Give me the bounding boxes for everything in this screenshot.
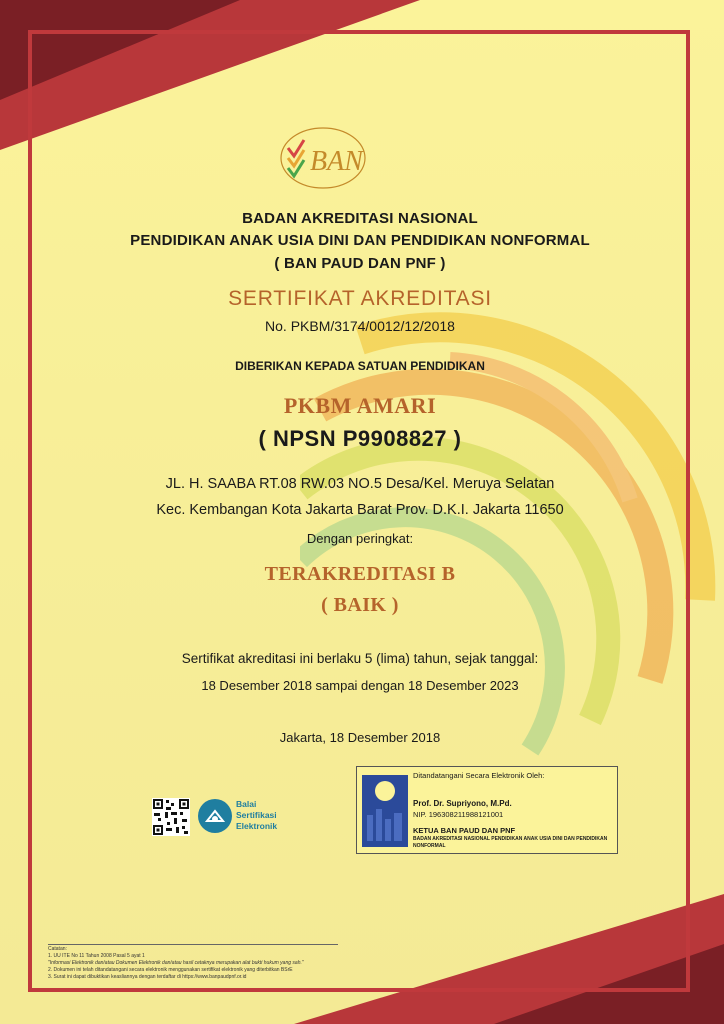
org-name-line1: BADAN AKREDITASI NASIONAL bbox=[242, 210, 478, 227]
note-item: 1. UU ITE No 11 Tahun 2008 Pasal 5 ayat 1 bbox=[48, 953, 145, 959]
accreditation-grade: TERAKREDITASI B bbox=[264, 563, 456, 585]
bsre-badge bbox=[198, 797, 284, 837]
institution-name: PKBM AMARI bbox=[283, 393, 437, 418]
signatory-nip: NIP. 196308211988121001 bbox=[413, 810, 504, 819]
accreditation-grade-description: ( BAIK ) bbox=[321, 594, 399, 616]
signature-logo-icon bbox=[362, 775, 408, 847]
signatory-position: KETUA BAN PAUD DAN PNF bbox=[413, 826, 516, 835]
note-item: 3. Surat ini dapat dibuktikan keasliannya dengan terdaftar di https://www.banpaudpnf.or.id bbox=[48, 974, 247, 980]
bsre-text bbox=[236, 799, 277, 832]
org-name-line2: PENDIDIKAN ANAK USIA DINI DAN PENDIDIKAN NONFORMAL bbox=[130, 232, 590, 249]
footnotes bbox=[48, 946, 348, 981]
address-line1: JL. H. SAABA RT.08 RW.03 NO.5 Desa/Kel. Meruya Selatan bbox=[165, 476, 555, 492]
signatory-position-desc-line1: BADAN AKREDITASI NASIONAL PENDIDIKAN ANAK USIA DINI DAN PENDIDIKAN bbox=[413, 836, 608, 842]
given-to-label: DIBERIKAN KEPADA SATUAN PENDIDIKAN bbox=[235, 359, 485, 373]
validity-period: 18 Desember 2018 sampai dengan 18 Desember 2023 bbox=[201, 678, 519, 693]
note-item: 2. Dokumen ini telah ditandatangani secara elektronik menggunakan sertifikat elektronik yang diterbitkan BSrE bbox=[48, 967, 293, 973]
validity-statement: Sertifikat akreditasi ini berlaku 5 (lima) tahun, sejak tanggal: bbox=[181, 651, 539, 666]
org-abbreviation: ( BAN PAUD DAN PNF ) bbox=[274, 255, 446, 272]
issue-place-date: Jakarta, 18 Desember 2018 bbox=[279, 730, 441, 745]
note-item: "Informasi Elektronik dan/atau Dokumen Elektronik dan/atau hasil cetaknya merupakan alat bukti hukum yang sah." bbox=[48, 960, 304, 966]
bsre-text-line2: Sertifikasi bbox=[236, 810, 277, 820]
bsre-text-line1: Balai bbox=[236, 799, 257, 809]
certificate-title: SERTIFIKAT AKREDITASI bbox=[228, 287, 492, 310]
certificate-number: No. PKBM/3174/0012/12/2018 bbox=[265, 318, 455, 334]
signatory-name: Prof. Dr. Supriyono, M.Pd. bbox=[413, 799, 512, 808]
logo-text: BAN bbox=[310, 146, 363, 177]
signed-by-label: Ditandatangani Secara Elektronik Oleh: bbox=[413, 771, 545, 780]
electronic-signature-box bbox=[356, 766, 618, 854]
bsre-text-line3: Elektronik bbox=[236, 821, 278, 831]
institution-npsn: ( NPSN P9908827 ) bbox=[258, 426, 462, 451]
qr-code bbox=[152, 798, 190, 836]
address-line2: Kec. Kembangan Kota Jakarta Barat Prov. D.K.I. Jakarta 11650 bbox=[156, 502, 564, 518]
rating-label: Dengan peringkat: bbox=[306, 531, 414, 546]
notes-divider bbox=[48, 944, 338, 945]
notes-heading: Catatan: bbox=[48, 946, 67, 952]
bsre-logo-icon bbox=[198, 799, 232, 833]
ban-paud-pnf-logo bbox=[268, 118, 378, 198]
signatory-position-desc-line2: NONFORMAL bbox=[413, 843, 446, 849]
